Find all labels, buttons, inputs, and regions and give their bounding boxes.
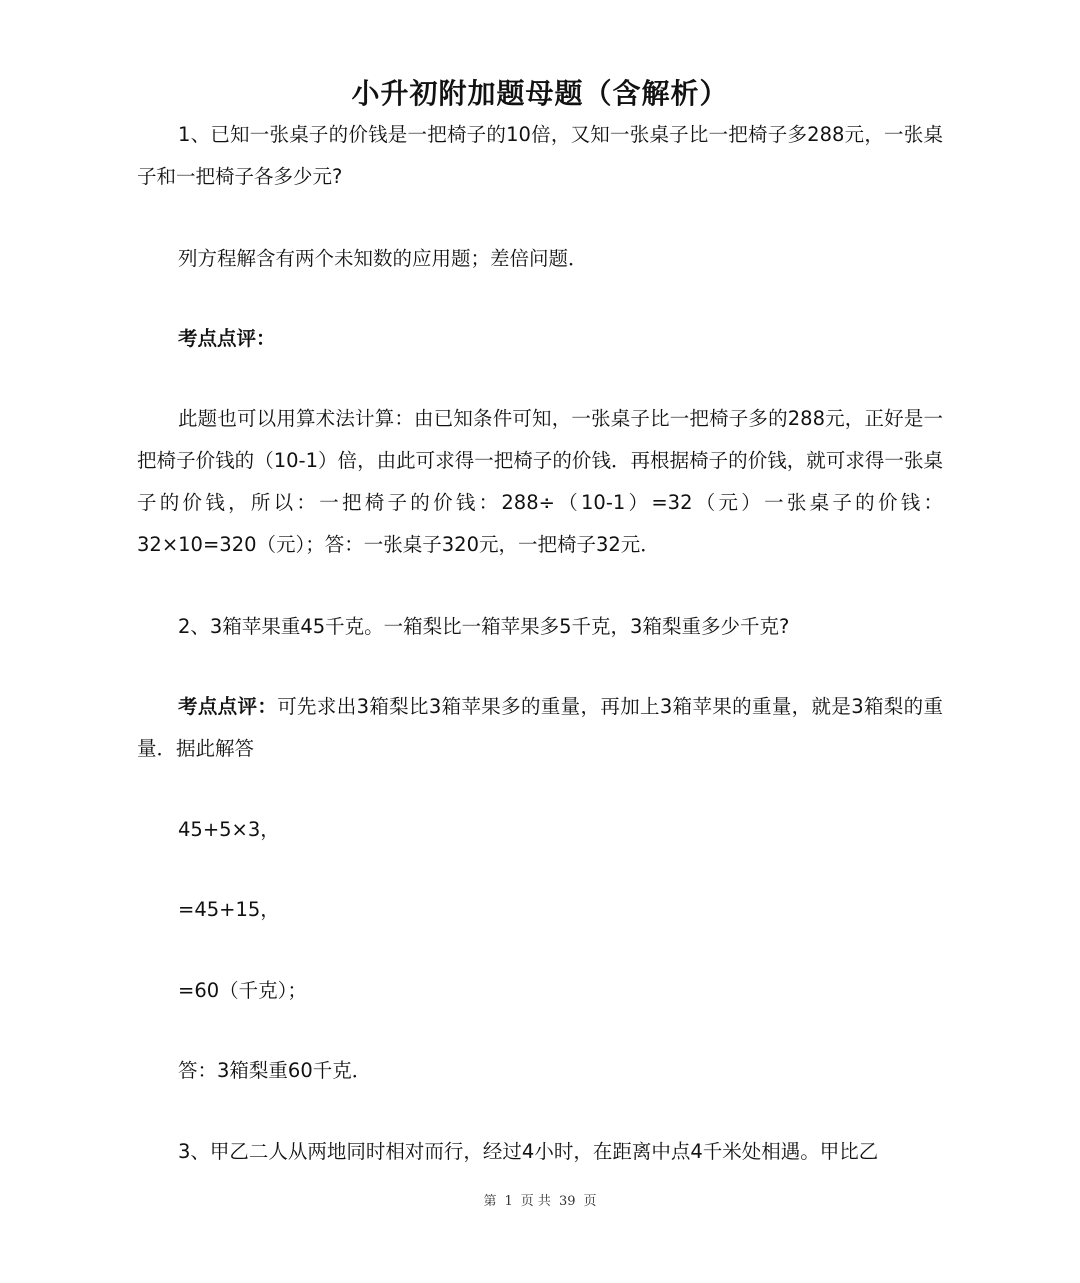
- question-2-review-text: 可先求出3箱梨比3箱苹果多的重量，再加上3箱苹果的重量，就是3箱梨的重量．据此解答: [137, 695, 943, 760]
- page-footer: [0, 1190, 1080, 1209]
- question-1-explanation: 此题也可以用算术法计算：由已知条件可知，一张桌子比一把椅子多的288元，正好是一把椅子价钱的（10-1）倍，由此可求得一把椅子的价钱．再根据椅子的价钱，就可求得一张桌子的价钱，所以：一把椅子的价钱：288÷（10-1）=32（元）一张桌子的价钱：32×10=320（元）；答：一张桌子320元，一把椅子32元．: [137, 407, 943, 556]
- footer-mid: 页 共: [520, 1194, 551, 1209]
- footer-prefix: 第: [483, 1194, 497, 1209]
- question-3: 3、甲乙二人从两地同时相对而行，经过4小时，在距离中点4千米处相遇。甲比乙: [178, 1140, 879, 1163]
- question-1-review-label: 考点点评：: [178, 327, 276, 350]
- question-1-topic: 列方程解含有两个未知数的应用题；差倍问题．: [178, 247, 588, 270]
- question-2-review: [137, 686, 943, 770]
- question-2-answer: 答：3箱梨重60千克．: [178, 1059, 372, 1082]
- question-2-step-3: =60（千克）；: [178, 979, 307, 1002]
- question-2-step-2: =45+15，: [178, 898, 280, 921]
- question-2-review-label: 考点点评：: [178, 695, 278, 718]
- footer-total-pages: 39: [558, 1194, 576, 1209]
- document-title: 小升初附加题母题（含解析）: [351, 77, 729, 110]
- footer-page-number: 1: [504, 1194, 513, 1209]
- question-2: 2、3箱苹果重45千克。一箱梨比一箱苹果多5千克，3箱梨重多少千克?: [178, 615, 790, 638]
- footer-suffix: 页: [583, 1194, 597, 1209]
- question-1: 1、已知一张桌子的价钱是一把椅子的10倍，又知一张桌子比一把椅子多288元，一张桌子和一把椅子各多少元?: [137, 123, 943, 188]
- question-2-step-1: 45+5×3，: [178, 818, 280, 841]
